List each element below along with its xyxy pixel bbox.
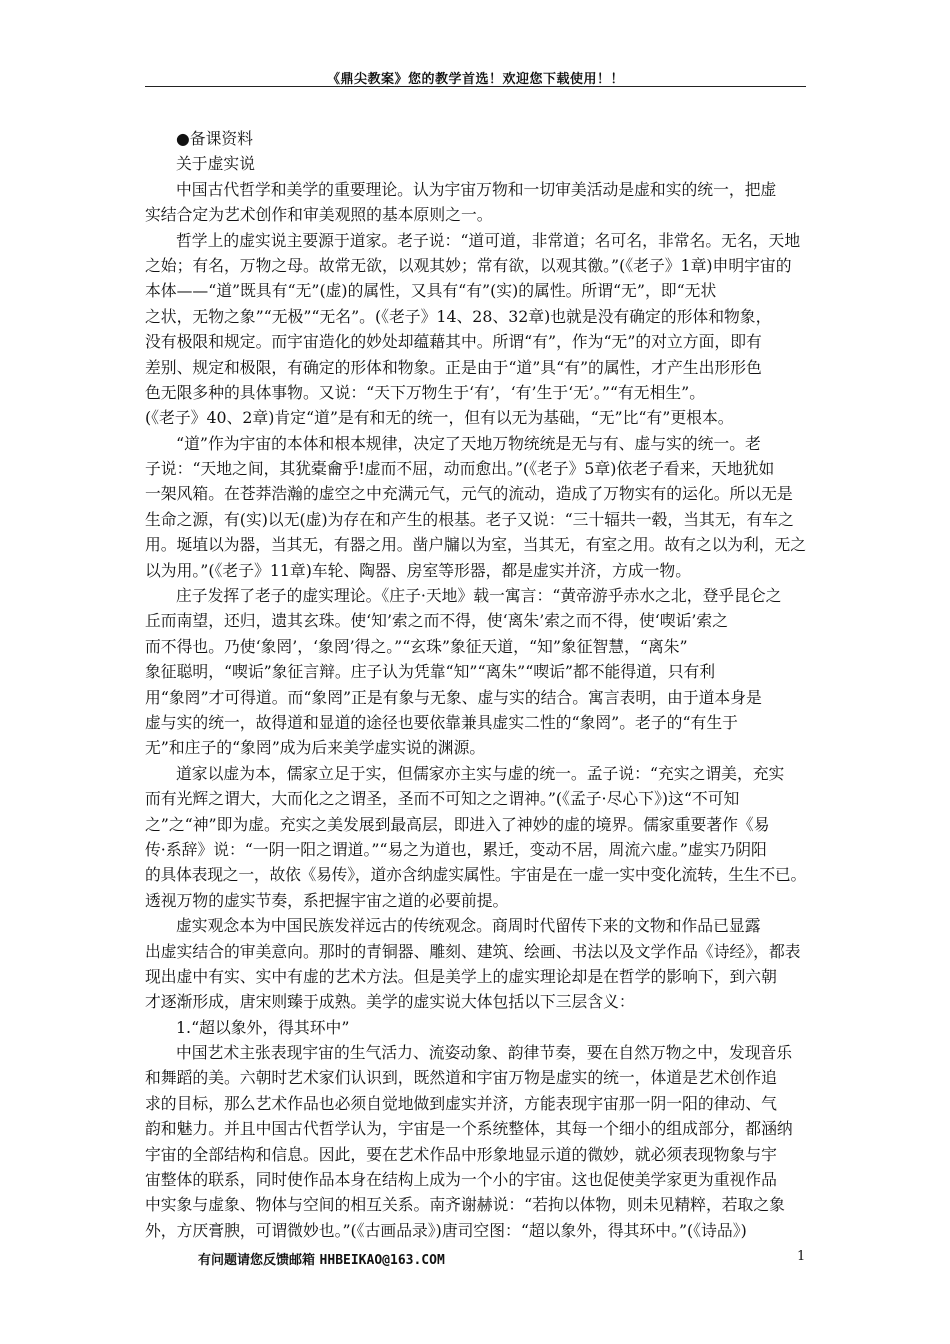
text-line: 中国古代哲学和美学的重要理论。认为宇宙万物和一切审美活动是虚和实的统一，把虚 (176, 179, 777, 199)
text-line: 关于虚实说 (176, 154, 255, 174)
text-line: “道”作为宇宙的本体和根本规律，决定了天地万物统统是无与有、虚与实的统一。老 (176, 433, 761, 453)
text-line: 而有光辉之谓大，大而化之之谓圣，圣而不可知之之谓神。”(《孟子·尽心下》)这“不可知 (145, 789, 740, 809)
text-line: 的具体表现之一，故依《易传》，道亦含纳虚实属性。宇宙是在一虚一实中变化流转，生生不已。 (145, 865, 806, 885)
text-line: 子说：“天地之间，其犹橐龠乎!虚而不屈，动而愈出。”(《老子》5章)依老子看来，天地犹如 (145, 459, 775, 479)
text-line: 才逐渐形成，唐宋则臻于成熟。美学的虚实说大体包括以下三层含义： (145, 992, 635, 1012)
text-line: 透视万物的虚实节奏，系把握宇宙之道的必要前提。 (145, 890, 509, 910)
footer-feedback-label: 有问题请您反馈邮箱 (198, 1253, 316, 1268)
text-line: 中国艺术主张表现宇宙的生气活力、流姿动象、韵律节奏，要在自然万物之中，发现音乐 (176, 1043, 793, 1063)
text-line: (《老子》40、2章)肯定“道”是有和无的统一，但有以无为基础，“无”比“有”更根本。 (145, 408, 734, 428)
page-header-title: 《鼎尖教案》您的教学首选！欢迎您下载使用！！ (326, 72, 624, 87)
text-line: 传·系辞》说：“一阴一阳之谓道。”“易之为道也，累迁，变动不居，周流六虚。”虚实乃阴阳 (145, 839, 767, 859)
text-line: 差别、规定和极限，有确定的形体和物象。正是由于“道”具“有”的属性，才产生出形形色 (145, 357, 762, 377)
document-body (145, 126, 806, 1243)
text-line: 之状，无物之象”“无极”“无名”。(《老子》14、28、32章)也就是没有确定的形体和物象， (145, 306, 772, 326)
text-line: 之始；有名，万物之母。故常无欲，以观其妙；常有欲，以观其徼。”(《老子》1章)申明宇宙的 (145, 255, 792, 275)
text-line: 而不得也。乃使‘象罔’，‘象罔’得之。”“玄珠”象征天道，“知”象征智慧，“离朱” (145, 636, 688, 656)
text-line: 外，方厌膏腴，可谓微妙也。”(《古画品录》)唐司空图：“超以象外，得其环中。”(《诗品》) (145, 1220, 747, 1240)
text-line: 出虚实结合的审美意向。那时的青铜器、雕刻、建筑、绘画、书法以及文学作品《诗经》，都表 (145, 941, 801, 961)
text-line: 求的目标，那么艺术作品也必须自觉地做到虚实并济，方能表现宇宙那一阴一阳的律动、气 (145, 1093, 777, 1113)
text-line: 无”和庄子的“象罔”成为后来美学虚实说的渊源。 (145, 738, 486, 758)
footer-email: HHBEIKAO@163.COM (319, 1253, 445, 1268)
text-line: 本体——“道”既具有“无”(虚)的属性，又具有“有”(实)的属性。所谓“无”，即“无状 (145, 281, 717, 301)
text-line: 哲学上的虚实说主要源于道家。老子说：“道可道，非常道；名可名，非常名。无名，天地 (176, 230, 801, 250)
text-line: 以为用。”(《老子》11章)车轮、陶器、房室等形器，都是虚实并济，方成一物。 (145, 560, 692, 580)
text-line: 道家以虚为本，儒家立足于实，但儒家亦主实与虚的统一。孟子说：“充实之谓美，充实 (176, 763, 785, 783)
text-line: 庄子发挥了老子的虚实理论。《庄子·天地》载一寓言：“黄帝游乎赤水之北，登乎昆仑之 (176, 586, 782, 606)
header-divider (145, 86, 806, 87)
text-line: 现出虚中有实、实中有虚的艺术方法。但是美学上的虚实理论却是在哲学的影响下，到六朝 (145, 966, 777, 986)
text-line: 丘而南望，还归，遗其玄珠。使‘知’索之而不得，使‘离朱’索之而不得，使‘喫诟’索之 (145, 611, 729, 631)
text-line: 和舞蹈的美。六朝时艺术家们认识到，既然道和宇宙万物是虚实的统一，体道是艺术创作追 (145, 1068, 777, 1088)
text-line: 生命之源，有(实)以无(虚)为存在和产生的根基。老子又说：“三十辐共一毂，当其无，有车之 (145, 509, 794, 529)
text-line: 韵和魅力。并且中国古代哲学认为，宇宙是一个系统整体，其每一个细小的组成部分，都涵纳 (145, 1119, 793, 1139)
text-line: 实结合定为艺术创作和审美观照的基本原则之一。 (145, 205, 493, 225)
text-line: 中实象与虚象、物体与空间的相互关系。南齐谢赫说：“若拘以体物，则未见精粹，若取之象 (145, 1195, 785, 1215)
text-line: 一架风箱。在苍莽浩瀚的虚空之中充满元气，元气的流动，造成了万物实有的运化。所以无是 (145, 484, 793, 504)
text-line: 用“象罔”才可得道。而“象罔”正是有象与无象、虚与实的结合。寓言表明，由于道本身是 (145, 687, 762, 707)
page-number: 1 (797, 1249, 806, 1264)
page-footer-contact (198, 1249, 445, 1268)
text-line: 1.“超以象外，得其环中” (176, 1017, 350, 1037)
text-line: 用。埏埴以为器，当其无，有器之用。凿户牖以为室，当其无，有室之用。故有之以为利，无之 (145, 535, 806, 555)
text-line: 虚与实的统一，故得道和显道的途径也要依靠兼具虚实二性的“象罔”。老子的“有生于 (145, 712, 738, 732)
text-line: 没有极限和规定。而宇宙造化的妙处却蕴藉其中。所谓“有”，作为“无”的对立方面，即有 (145, 332, 762, 352)
text-line: 宇宙的全部结构和信息。因此，要在艺术作品中形象地显示道的微妙，就必须表现物象与宇 (145, 1144, 777, 1164)
text-line: 象征聪明，“喫诟”象征言辩。庄子认为凭靠“知”“离朱”“喫诟”都不能得道，只有利 (145, 662, 716, 682)
text-line: 虚实观念本为中国民族发祥远古的传统观念。商周时代留传下来的文物和作品已显露 (176, 916, 761, 936)
text-line: 色无限多种的具体事物。又说：“天下万物生于‘有’，‘有’生于‘无’。”“有无相生”。 (145, 382, 706, 402)
text-line: 之”之“神”即为虚。充实之美发展到最高层，即进入了神妙的虚的境界。儒家重要著作《易 (145, 814, 770, 834)
text-line: ●备课资料 (176, 129, 253, 148)
text-line: 宙整体的联系，同时使作品本身在结构上成为一个小的宇宙。这也促使美学家更为重视作品 (145, 1170, 777, 1190)
